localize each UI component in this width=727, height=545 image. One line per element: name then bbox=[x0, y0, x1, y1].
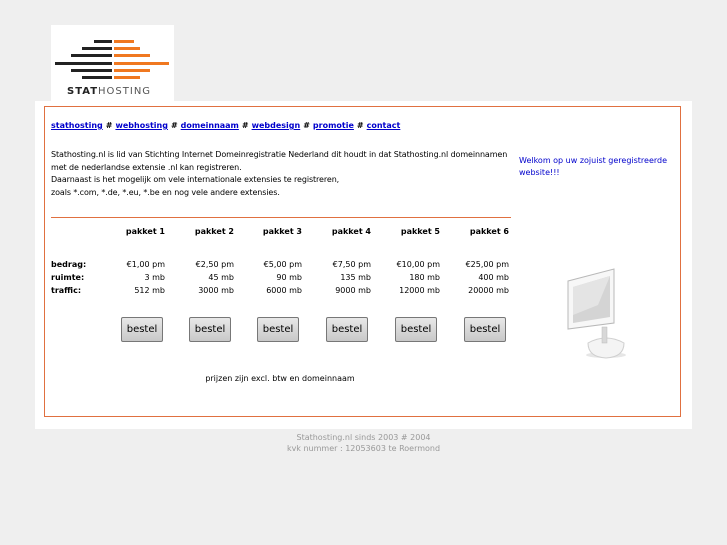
content-panel bbox=[35, 101, 692, 429]
package-header-4: pakket 4 bbox=[331, 227, 371, 236]
row-label-bedrag: bedrag: bbox=[51, 260, 87, 269]
price-cell: €2,50 pm bbox=[195, 260, 234, 269]
package-header-3: pakket 3 bbox=[262, 227, 302, 236]
nav-link-webhosting[interactable]: webhosting bbox=[115, 121, 168, 130]
nav-link-promotie[interactable]: promotie bbox=[312, 121, 354, 130]
price-cell: €10,00 pm bbox=[396, 260, 440, 269]
price-cell: €5,00 pm bbox=[263, 260, 302, 269]
divider bbox=[51, 217, 511, 218]
nav-separator: # bbox=[303, 121, 310, 130]
traffic-cell: 9000 mb bbox=[335, 286, 371, 295]
price-cell: €1,00 pm bbox=[126, 260, 165, 269]
nav-link-stathosting[interactable]: stathosting bbox=[51, 121, 103, 130]
bestel-button-4[interactable]: bestel bbox=[326, 317, 368, 342]
traffic-cell: 6000 mb bbox=[266, 286, 302, 295]
traffic-cell: 512 mb bbox=[134, 286, 165, 295]
logo-wordmark bbox=[67, 86, 151, 97]
package-header-1: pakket 1 bbox=[125, 227, 165, 236]
intro-paragraph-3: zoals *.com, *.de, *.eu, *.be en nog vele andere extensies. bbox=[51, 187, 280, 197]
footer-line-2: kvk nummer : 12053603 te Roermond bbox=[286, 444, 441, 453]
nav-link-contact[interactable]: contact bbox=[366, 121, 401, 130]
space-cell: 135 mb bbox=[340, 273, 371, 282]
space-cell: 400 mb bbox=[478, 273, 509, 282]
bestel-button-2[interactable]: bestel bbox=[189, 317, 231, 342]
space-cell: 45 mb bbox=[208, 273, 234, 282]
package-header-5: pakket 5 bbox=[400, 227, 440, 236]
bestel-button-5[interactable]: bestel bbox=[395, 317, 437, 342]
top-nav bbox=[51, 121, 400, 130]
nav-separator: # bbox=[105, 121, 113, 130]
traffic-cell: 12000 mb bbox=[399, 286, 440, 295]
intro-text bbox=[51, 149, 511, 199]
footer-line-1: Stathosting.nl sinds 2003 # 2004 bbox=[296, 433, 431, 442]
row-label-ruimte: ruimte: bbox=[51, 273, 85, 282]
logo-wordmark-bold: STAT bbox=[67, 86, 99, 97]
content-frame bbox=[44, 106, 681, 417]
traffic-cell: 3000 mb bbox=[198, 286, 234, 295]
space-cell: 90 mb bbox=[276, 273, 302, 282]
imac-illustration bbox=[558, 265, 628, 360]
intro-paragraph-1: Stathosting.nl is lid van Stichting Internet Domeinregistratie Nederland dit houdt in dat Stathosting.nl domeinnamen met de nederlandse extensie .nl kan registreren. bbox=[51, 150, 508, 172]
welcome-message: Welkom op uw zojuist geregistreerde website!!! bbox=[519, 156, 668, 177]
bestel-button-1[interactable]: bestel bbox=[121, 317, 163, 342]
price-cell: €7,50 pm bbox=[332, 260, 371, 269]
space-cell: 180 mb bbox=[409, 273, 440, 282]
nav-separator: # bbox=[356, 121, 364, 130]
bestel-button-6[interactable]: bestel bbox=[464, 317, 506, 342]
price-cell: €25,00 pm bbox=[465, 260, 509, 269]
price-note: prijzen zijn excl. btw en domeinnaam bbox=[205, 374, 355, 383]
nav-link-webdesign[interactable]: webdesign bbox=[251, 121, 301, 130]
logo bbox=[51, 25, 174, 102]
nav-separator: # bbox=[170, 121, 178, 130]
nav-link-domeinnaam[interactable]: domeinnaam bbox=[180, 121, 239, 130]
traffic-cell: 20000 mb bbox=[468, 286, 509, 295]
intro-paragraph-2: Daarnaast is het mogelijk om vele internationale extensies te registreren, bbox=[51, 175, 340, 184]
nav-separator: # bbox=[241, 121, 249, 130]
row-label-traffic: traffic: bbox=[51, 286, 82, 295]
package-header-2: pakket 2 bbox=[194, 227, 234, 236]
bestel-button-3[interactable]: bestel bbox=[257, 317, 299, 342]
space-cell: 3 mb bbox=[144, 273, 165, 282]
package-header-6: pakket 6 bbox=[469, 227, 509, 236]
logo-wordmark-light: HOSTING bbox=[98, 86, 152, 97]
